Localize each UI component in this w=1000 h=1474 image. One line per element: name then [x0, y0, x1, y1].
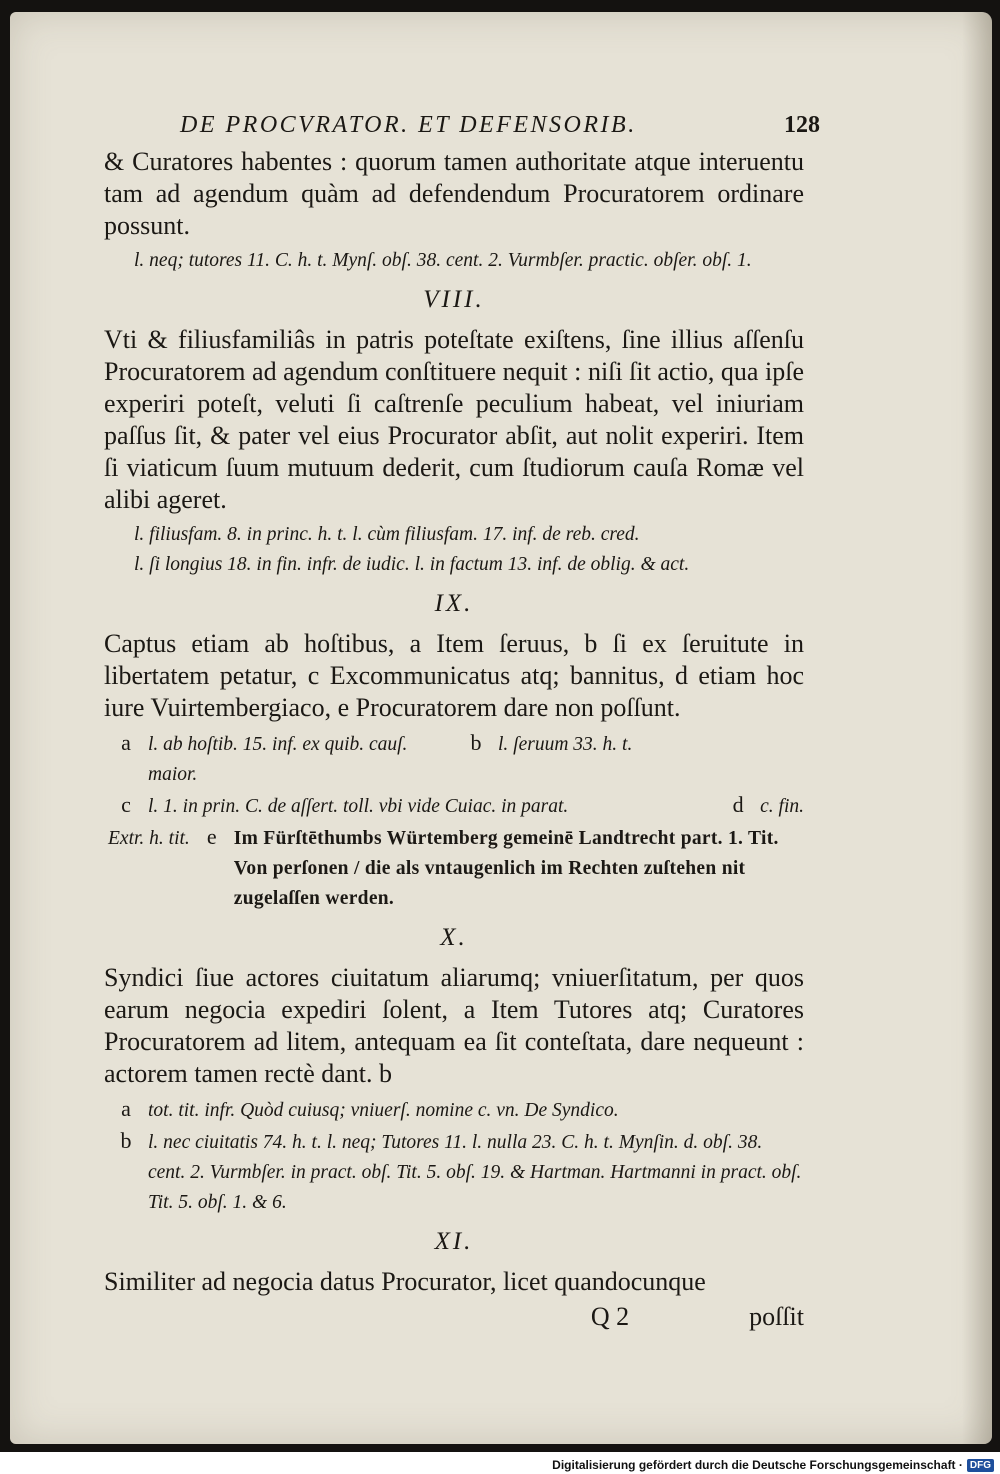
- note-letter: b: [470, 730, 482, 755]
- note-letter: e: [206, 824, 217, 849]
- note-row: [104, 822, 804, 914]
- note-row: [104, 1094, 804, 1126]
- note-letter: d: [732, 792, 744, 817]
- paragraph-4: Syndici ſiue actores ciuitatum aliarumq; vniuerſitatum, per quos earum negocia expediri ſolent, a Item Tutores atq; Curatores Procuratorem ad litem, antequam ea ſit conteſtata, dare nequeunt : actorem tamen rectè dant. b: [104, 963, 804, 1088]
- signature-line: [104, 1302, 804, 1332]
- note-text: l. 1. in prin. C. de aſſert. toll. vbi vide Cuiac. in parat.: [148, 796, 569, 817]
- page-number: 128: [784, 112, 820, 138]
- paragraph-2: Vti & filiusfamiliâs in patris poteſtate exiſtens, ſine illius aſſenſu Procuratorem ad agendum conſtituere nequit : niſi ſit actio, qua ipſe experiri poteſt, veluti ſi caſtrenſe peculium habeat, vel iniuriam paſſus ſit, & pater vel eius Procurator abſit, aut nolit experiri. Item ſi viaticum ſuum mutuum dederit, cum ſtudiorum cauſa Romæ vel alibi ageret.: [104, 325, 804, 514]
- section-heading-10: X.: [440, 924, 468, 951]
- note-row: [104, 728, 804, 790]
- paragraph-5: Similiter ad negocia datus Procurator, licet quandocunque: [104, 1267, 706, 1296]
- paragraph-1: & Curatores habentes : quorum tamen authoritate atque interuentu tam ad agendum quàm ad defendendum Procuratorem ordinare possunt.: [104, 147, 804, 240]
- citation-notes-4: [104, 1094, 804, 1218]
- running-head: DE PROCVRATOR. ET DEFENSORIB.: [180, 112, 637, 138]
- catchword: poſſit: [749, 1302, 804, 1331]
- note-row: [104, 1126, 804, 1218]
- signature-mark: Q 2: [590, 1302, 630, 1331]
- note-text: tot. tit. infr. Quòd cuiusq; vniuerſ. nomine c. vn. De Syndico.: [148, 1100, 619, 1121]
- note-text-blackletter: Im Fürſtēthumbs Würtemberg gemeinē Landtrecht part. 1. Tit. Von perſonen / die als vntaugenlich im Rechten zuſtehen nit zugelaſſen werden.: [233, 828, 779, 909]
- section-heading-11: XI.: [434, 1228, 474, 1255]
- note-text: l. ſeruum 33. h. t.: [498, 734, 633, 755]
- page-body: [104, 146, 804, 1332]
- note-letter: b: [120, 1128, 132, 1153]
- citation-notes-3: [104, 728, 804, 914]
- note-row: [104, 790, 804, 822]
- note-text: Extr. h. tit.: [108, 828, 190, 849]
- paragraph-3: Captus etiam ab hoſtibus, a Item ſeruus, b ſi ex ſeruitute in libertatem petatur, c Excommunicatus atq; bannitus, d etiam hoc iure Vuirtembergiaco, e Procuratorem dare non poſſunt.: [104, 629, 804, 722]
- credit-text: Digitalisierung gefördert durch die Deutsche Forschungsgemeinschaft ·: [552, 1458, 963, 1472]
- citation-note-2a: l. filiusfam. 8. in princ. h. t. l. cùm filiusfam. 17. inf. de reb. cred.: [134, 524, 640, 545]
- note-text: c. fin.: [760, 796, 804, 817]
- section-heading-8: VIII.: [423, 286, 485, 313]
- dfg-logo: DFG: [967, 1459, 994, 1472]
- note-letter: a: [121, 730, 131, 755]
- note-letter: a: [121, 1096, 131, 1121]
- citation-note-2b: l. ſi longius 18. in fin. infr. de iudic. l. in factum 13. inf. de oblig. & act.: [134, 554, 690, 575]
- book-page: [10, 12, 992, 1444]
- citation-note-1: l. neq; tutores 11. C. h. t. Mynſ. obſ. 38. cent. 2. Vurmbſer. practic. obſer. obſ. 1.: [134, 250, 752, 271]
- digitization-credit: [552, 1458, 994, 1472]
- note-text: l. ab hoſtib. 15. inf. ex quib. cauſ. maior.: [148, 734, 408, 785]
- note-text: l. nec ciuitatis 74. h. t. l. neq; Tutores 11. l. nulla 23. C. h. t. Mynſin. d. obſ. 38. cent. 2. Vurmbſer. in pract. obſ. Tit. 5. obſ. 19. & Hartman. Hartmanni in pract. obſ. Tit. 5. obſ. 1. & 6.: [148, 1132, 802, 1213]
- section-heading-9: IX.: [434, 590, 474, 617]
- note-letter: c: [121, 792, 131, 817]
- page-header: [180, 112, 820, 139]
